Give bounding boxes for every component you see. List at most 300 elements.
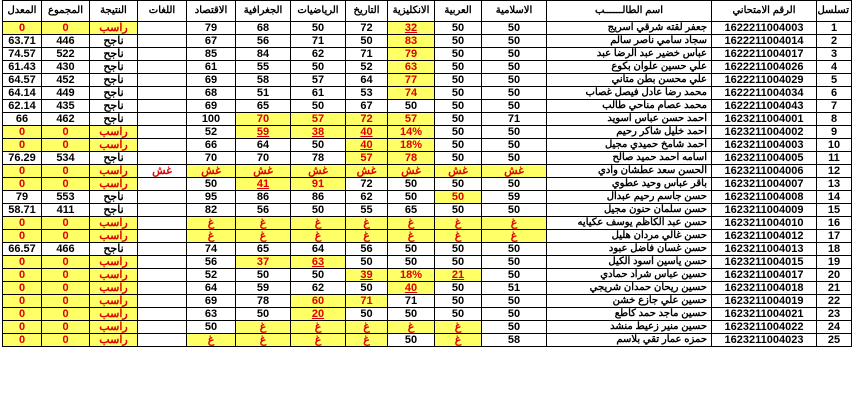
- arabic-cell: 50: [435, 35, 482, 48]
- serial-cell: 12: [817, 165, 852, 178]
- exam-number-cell: 1622211004034: [712, 87, 817, 100]
- serial-cell: 21: [817, 282, 852, 295]
- result-cell: ناجح: [90, 48, 138, 61]
- total-cell: 522: [42, 48, 90, 61]
- history-cell: 39: [346, 269, 388, 282]
- result-cell: راسب: [90, 321, 138, 334]
- result-cell: ناجح: [90, 100, 138, 113]
- header-col-arabic: العربية: [435, 1, 482, 22]
- economics-cell: 64: [187, 282, 236, 295]
- student-name-cell: حسين عباس شراد حمادي: [547, 269, 712, 282]
- islamic-cell: 58: [482, 334, 547, 347]
- total-cell: 0: [42, 321, 90, 334]
- economics-cell: 52: [187, 269, 236, 282]
- average-cell: 0: [3, 217, 42, 230]
- total-cell: 0: [42, 217, 90, 230]
- average-cell: 63.71: [3, 35, 42, 48]
- arabic-cell: غ: [435, 217, 482, 230]
- average-cell: 79: [3, 191, 42, 204]
- total-cell: 0: [42, 126, 90, 139]
- table-row: [3, 308, 852, 321]
- history-cell: 72: [346, 22, 388, 35]
- student-name-cell: حسن غالي مردان هليل: [547, 230, 712, 243]
- math-cell: غ: [291, 217, 346, 230]
- table-row: [3, 269, 852, 282]
- history-cell: 56: [346, 243, 388, 256]
- result-cell: ناجح: [90, 113, 138, 126]
- arabic-cell: غ: [435, 321, 482, 334]
- math-cell: غ: [291, 230, 346, 243]
- islamic-cell: 50: [482, 152, 547, 165]
- english-cell: 50: [388, 178, 435, 191]
- english-cell: 71: [388, 295, 435, 308]
- table-row: [3, 61, 852, 74]
- exam-number-cell: 1622211004043: [712, 100, 817, 113]
- history-cell: 72: [346, 178, 388, 191]
- total-cell: 0: [42, 282, 90, 295]
- arabic-cell: 50: [435, 48, 482, 61]
- serial-cell: 19: [817, 256, 852, 269]
- header-col-student-name: اسم الطالــــــب: [547, 1, 712, 22]
- student-name-cell: احمد حسن عباس اسويد: [547, 113, 712, 126]
- student-name-cell: احمد خليل شاكر رحيم: [547, 126, 712, 139]
- economics-cell: 69: [187, 100, 236, 113]
- geography-cell: 84: [236, 48, 291, 61]
- geography-cell: 56: [236, 204, 291, 217]
- languages-cell: [138, 256, 187, 269]
- average-cell: 0: [3, 321, 42, 334]
- serial-cell: 17: [817, 230, 852, 243]
- total-cell: 449: [42, 87, 90, 100]
- math-cell: 57: [291, 113, 346, 126]
- languages-cell: [138, 87, 187, 100]
- result-cell: ناجح: [90, 35, 138, 48]
- economics-cell: غ: [187, 230, 236, 243]
- arabic-cell: 50: [435, 308, 482, 321]
- geography-cell: 56: [236, 35, 291, 48]
- table-row: [3, 178, 852, 191]
- history-cell: 57: [346, 152, 388, 165]
- economics-cell: 63: [187, 308, 236, 321]
- geography-cell: 50: [236, 308, 291, 321]
- economics-cell: 52: [187, 126, 236, 139]
- languages-cell: [138, 230, 187, 243]
- student-name-cell: حسين منير زعيط منشد: [547, 321, 712, 334]
- geography-cell: 70: [236, 152, 291, 165]
- history-cell: 55: [346, 204, 388, 217]
- table-row: [3, 334, 852, 347]
- english-cell: 32: [388, 22, 435, 35]
- history-cell: 72: [346, 113, 388, 126]
- exam-number-cell: 1623211004015: [712, 256, 817, 269]
- total-cell: 0: [42, 165, 90, 178]
- languages-cell: [138, 74, 187, 87]
- languages-cell: [138, 22, 187, 35]
- geography-cell: 59: [236, 282, 291, 295]
- student-name-cell: حسن ياسين اسود الكيل: [547, 256, 712, 269]
- table-row: [3, 22, 852, 35]
- arabic-cell: 50: [435, 295, 482, 308]
- english-cell: 50: [388, 100, 435, 113]
- serial-cell: 4: [817, 61, 852, 74]
- islamic-cell: 50: [482, 269, 547, 282]
- geography-cell: 50: [236, 269, 291, 282]
- exam-number-cell: 1623211004005: [712, 152, 817, 165]
- english-cell: 50: [388, 308, 435, 321]
- islamic-cell: 50: [482, 74, 547, 87]
- serial-cell: 3: [817, 48, 852, 61]
- arabic-cell: 50: [435, 61, 482, 74]
- history-cell: غ: [346, 217, 388, 230]
- history-cell: 50: [346, 282, 388, 295]
- exam-number-cell: 1622211004014: [712, 35, 817, 48]
- result-cell: ناجح: [90, 152, 138, 165]
- student-name-cell: علي حسين علوان بكوع: [547, 61, 712, 74]
- islamic-cell: 50: [482, 204, 547, 217]
- english-cell: 63: [388, 61, 435, 74]
- languages-cell: [138, 217, 187, 230]
- islamic-cell: غ: [482, 230, 547, 243]
- student-name-cell: حسن جاسم رحيم عبدال: [547, 191, 712, 204]
- english-cell: 57: [388, 113, 435, 126]
- table-row: [3, 217, 852, 230]
- result-cell: راسب: [90, 308, 138, 321]
- economics-cell: 61: [187, 61, 236, 74]
- arabic-cell: 50: [435, 256, 482, 269]
- serial-cell: 13: [817, 178, 852, 191]
- geography-cell: 64: [236, 139, 291, 152]
- geography-cell: 55: [236, 61, 291, 74]
- total-cell: 0: [42, 334, 90, 347]
- english-cell: 50: [388, 191, 435, 204]
- languages-cell: [138, 139, 187, 152]
- serial-cell: 18: [817, 243, 852, 256]
- serial-cell: 7: [817, 100, 852, 113]
- table-row: [3, 113, 852, 126]
- total-cell: 462: [42, 113, 90, 126]
- student-name-cell: حسين ماجد حمد كاطع: [547, 308, 712, 321]
- student-name-cell: حمزه عمار تقي بلاسم: [547, 334, 712, 347]
- geography-cell: 68: [236, 22, 291, 35]
- serial-cell: 9: [817, 126, 852, 139]
- total-cell: 0: [42, 178, 90, 191]
- economics-cell: 95: [187, 191, 236, 204]
- table-row: [3, 139, 852, 152]
- english-cell: 40: [388, 282, 435, 295]
- languages-cell: [138, 243, 187, 256]
- exam-number-cell: 1623211004012: [712, 230, 817, 243]
- economics-cell: غ: [187, 217, 236, 230]
- average-cell: 0: [3, 165, 42, 178]
- serial-cell: 8: [817, 113, 852, 126]
- arabic-cell: 50: [435, 113, 482, 126]
- languages-cell: [138, 334, 187, 347]
- islamic-cell: 51: [482, 282, 547, 295]
- exam-number-cell: 1623211004018: [712, 282, 817, 295]
- islamic-cell: 50: [482, 22, 547, 35]
- exam-number-cell: 1623211004001: [712, 113, 817, 126]
- english-cell: 65: [388, 204, 435, 217]
- result-cell: ناجح: [90, 87, 138, 100]
- history-cell: 53: [346, 87, 388, 100]
- math-cell: 62: [291, 48, 346, 61]
- geography-cell: 59: [236, 126, 291, 139]
- header-col-average: المعدل: [3, 1, 42, 22]
- geography-cell: 65: [236, 100, 291, 113]
- exam-number-cell: 1622211004029: [712, 74, 817, 87]
- history-cell: 52: [346, 61, 388, 74]
- exam-number-cell: 1623211004003: [712, 139, 817, 152]
- history-cell: 71: [346, 48, 388, 61]
- islamic-cell: 50: [482, 321, 547, 334]
- exam-number-cell: 1622211004017: [712, 48, 817, 61]
- table-row: [3, 282, 852, 295]
- economics-cell: 69: [187, 74, 236, 87]
- languages-cell: [138, 100, 187, 113]
- average-cell: 58.71: [3, 204, 42, 217]
- total-cell: 452: [42, 74, 90, 87]
- languages-cell: غش: [138, 165, 187, 178]
- exam-number-cell: 1623211004010: [712, 217, 817, 230]
- geography-cell: 70: [236, 113, 291, 126]
- total-cell: 435: [42, 100, 90, 113]
- header-col-islamic: الاسلامية: [482, 1, 547, 22]
- average-cell: 64.14: [3, 87, 42, 100]
- math-cell: 50: [291, 100, 346, 113]
- result-cell: راسب: [90, 217, 138, 230]
- student-name-cell: جعفر لقته شرقي اسريج: [547, 22, 712, 35]
- economics-cell: 66: [187, 139, 236, 152]
- table-row: [3, 152, 852, 165]
- math-cell: 38: [291, 126, 346, 139]
- exam-number-cell: 1622211004026: [712, 61, 817, 74]
- average-cell: 0: [3, 334, 42, 347]
- exam-number-cell: 1623211004006: [712, 165, 817, 178]
- economics-cell: 74: [187, 243, 236, 256]
- header-col-serial: تسلسل: [817, 1, 852, 22]
- total-cell: 411: [42, 204, 90, 217]
- student-name-cell: محمد عصام مناحي طالب: [547, 100, 712, 113]
- header-col-math: الرياضيات: [291, 1, 346, 22]
- islamic-cell: 50: [482, 295, 547, 308]
- english-cell: 78: [388, 152, 435, 165]
- table-row: [3, 204, 852, 217]
- english-cell: غ: [388, 321, 435, 334]
- english-cell: 74: [388, 87, 435, 100]
- serial-cell: 22: [817, 295, 852, 308]
- economics-cell: 82: [187, 204, 236, 217]
- average-cell: 0: [3, 308, 42, 321]
- result-cell: راسب: [90, 334, 138, 347]
- average-cell: 0: [3, 126, 42, 139]
- economics-cell: 100: [187, 113, 236, 126]
- languages-cell: [138, 35, 187, 48]
- arabic-cell: غ: [435, 230, 482, 243]
- geography-cell: 65: [236, 243, 291, 256]
- economics-cell: 79: [187, 22, 236, 35]
- arabic-cell: 50: [435, 204, 482, 217]
- exam-number-cell: 1623211004008: [712, 191, 817, 204]
- result-cell: راسب: [90, 230, 138, 243]
- serial-cell: 15: [817, 204, 852, 217]
- table-row: [3, 165, 852, 178]
- header-col-history: التاريخ: [346, 1, 388, 22]
- table-row: [3, 100, 852, 113]
- english-cell: 18%: [388, 139, 435, 152]
- economics-cell: 68: [187, 87, 236, 100]
- serial-cell: 5: [817, 74, 852, 87]
- economics-cell: 67: [187, 35, 236, 48]
- islamic-cell: 50: [482, 308, 547, 321]
- geography-cell: 86: [236, 191, 291, 204]
- result-cell: راسب: [90, 22, 138, 35]
- header-col-geography: الجغرافية: [236, 1, 291, 22]
- arabic-cell: 50: [435, 139, 482, 152]
- math-cell: 20: [291, 308, 346, 321]
- serial-cell: 25: [817, 334, 852, 347]
- english-cell: 14%: [388, 126, 435, 139]
- english-cell: غ: [388, 217, 435, 230]
- exam-number-cell: 1623211004017: [712, 269, 817, 282]
- languages-cell: [138, 308, 187, 321]
- history-cell: 64: [346, 74, 388, 87]
- serial-cell: 10: [817, 139, 852, 152]
- languages-cell: [138, 178, 187, 191]
- exam-number-cell: 1623211004013: [712, 243, 817, 256]
- math-cell: 50: [291, 204, 346, 217]
- table-row: [3, 35, 852, 48]
- result-cell: ناجح: [90, 191, 138, 204]
- header-col-total: المجموع: [42, 1, 90, 22]
- average-cell: 66.57: [3, 243, 42, 256]
- islamic-cell: 50: [482, 87, 547, 100]
- table-row: [3, 74, 852, 87]
- math-cell: 57: [291, 74, 346, 87]
- result-cell: راسب: [90, 139, 138, 152]
- geography-cell: غ: [236, 321, 291, 334]
- history-cell: 62: [346, 191, 388, 204]
- serial-cell: 16: [817, 217, 852, 230]
- math-cell: 78: [291, 152, 346, 165]
- arabic-cell: 50: [435, 178, 482, 191]
- languages-cell: [138, 61, 187, 74]
- economics-cell: 56: [187, 256, 236, 269]
- history-cell: 40: [346, 139, 388, 152]
- economics-cell: 70: [187, 152, 236, 165]
- islamic-cell: 50: [482, 100, 547, 113]
- table-row: [3, 256, 852, 269]
- islamic-cell: 50: [482, 178, 547, 191]
- average-cell: 0: [3, 22, 42, 35]
- student-name-cell: سجاد سامي ناصر سالم: [547, 35, 712, 48]
- arabic-cell: 50: [435, 74, 482, 87]
- economics-cell: 69: [187, 295, 236, 308]
- average-cell: 0: [3, 139, 42, 152]
- math-cell: غ: [291, 321, 346, 334]
- languages-cell: [138, 295, 187, 308]
- serial-cell: 14: [817, 191, 852, 204]
- arabic-cell: 50: [435, 282, 482, 295]
- islamic-cell: 50: [482, 243, 547, 256]
- arabic-cell: 50: [435, 87, 482, 100]
- languages-cell: [138, 282, 187, 295]
- math-cell: غ: [291, 334, 346, 347]
- result-cell: راسب: [90, 126, 138, 139]
- total-cell: 0: [42, 230, 90, 243]
- geography-cell: 41: [236, 178, 291, 191]
- islamic-cell: 50: [482, 139, 547, 152]
- student-results-table: [2, 0, 852, 347]
- arabic-cell: غ: [435, 334, 482, 347]
- history-cell: 50: [346, 256, 388, 269]
- arabic-cell: 50: [435, 152, 482, 165]
- english-cell: 83: [388, 35, 435, 48]
- exam-number-cell: 1623211004022: [712, 321, 817, 334]
- result-cell: راسب: [90, 269, 138, 282]
- islamic-cell: غش: [482, 165, 547, 178]
- total-cell: 0: [42, 139, 90, 152]
- geography-cell: 37: [236, 256, 291, 269]
- student-name-cell: الحسن سعد عطشان وادي: [547, 165, 712, 178]
- english-cell: غ: [388, 230, 435, 243]
- average-cell: 76.29: [3, 152, 42, 165]
- languages-cell: [138, 126, 187, 139]
- languages-cell: [138, 48, 187, 61]
- student-name-cell: باقر عباس وحيد عطوي: [547, 178, 712, 191]
- english-cell: 79: [388, 48, 435, 61]
- total-cell: 0: [42, 308, 90, 321]
- exam-number-cell: 1623211004023: [712, 334, 817, 347]
- header-col-economics: الاقتصاد: [187, 1, 236, 22]
- history-cell: غ: [346, 321, 388, 334]
- table-row: [3, 48, 852, 61]
- student-name-cell: حسن غسان فاضل عبود: [547, 243, 712, 256]
- english-cell: 77: [388, 74, 435, 87]
- results-body: [3, 22, 852, 347]
- student-name-cell: محمد رضا عادل فيصل غصاب: [547, 87, 712, 100]
- math-cell: 50: [291, 22, 346, 35]
- total-cell: 0: [42, 256, 90, 269]
- average-cell: 62.14: [3, 100, 42, 113]
- geography-cell: غ: [236, 230, 291, 243]
- math-cell: 61: [291, 87, 346, 100]
- arabic-cell: 50: [435, 126, 482, 139]
- english-cell: غش: [388, 165, 435, 178]
- result-cell: راسب: [90, 282, 138, 295]
- history-cell: غ: [346, 334, 388, 347]
- languages-cell: [138, 321, 187, 334]
- average-cell: 66: [3, 113, 42, 126]
- total-cell: 553: [42, 191, 90, 204]
- serial-cell: 11: [817, 152, 852, 165]
- geography-cell: غش: [236, 165, 291, 178]
- geography-cell: 58: [236, 74, 291, 87]
- header-col-english: الانكليزية: [388, 1, 435, 22]
- languages-cell: [138, 269, 187, 282]
- islamic-cell: 50: [482, 35, 547, 48]
- history-cell: 50: [346, 308, 388, 321]
- english-cell: 50: [388, 334, 435, 347]
- table-row: [3, 243, 852, 256]
- table-row: [3, 87, 852, 100]
- result-cell: ناجح: [90, 61, 138, 74]
- islamic-cell: 50: [482, 256, 547, 269]
- math-cell: غش: [291, 165, 346, 178]
- result-cell: ناجح: [90, 74, 138, 87]
- arabic-cell: غش: [435, 165, 482, 178]
- serial-cell: 24: [817, 321, 852, 334]
- student-name-cell: احمد شامخ حميدي مجيل: [547, 139, 712, 152]
